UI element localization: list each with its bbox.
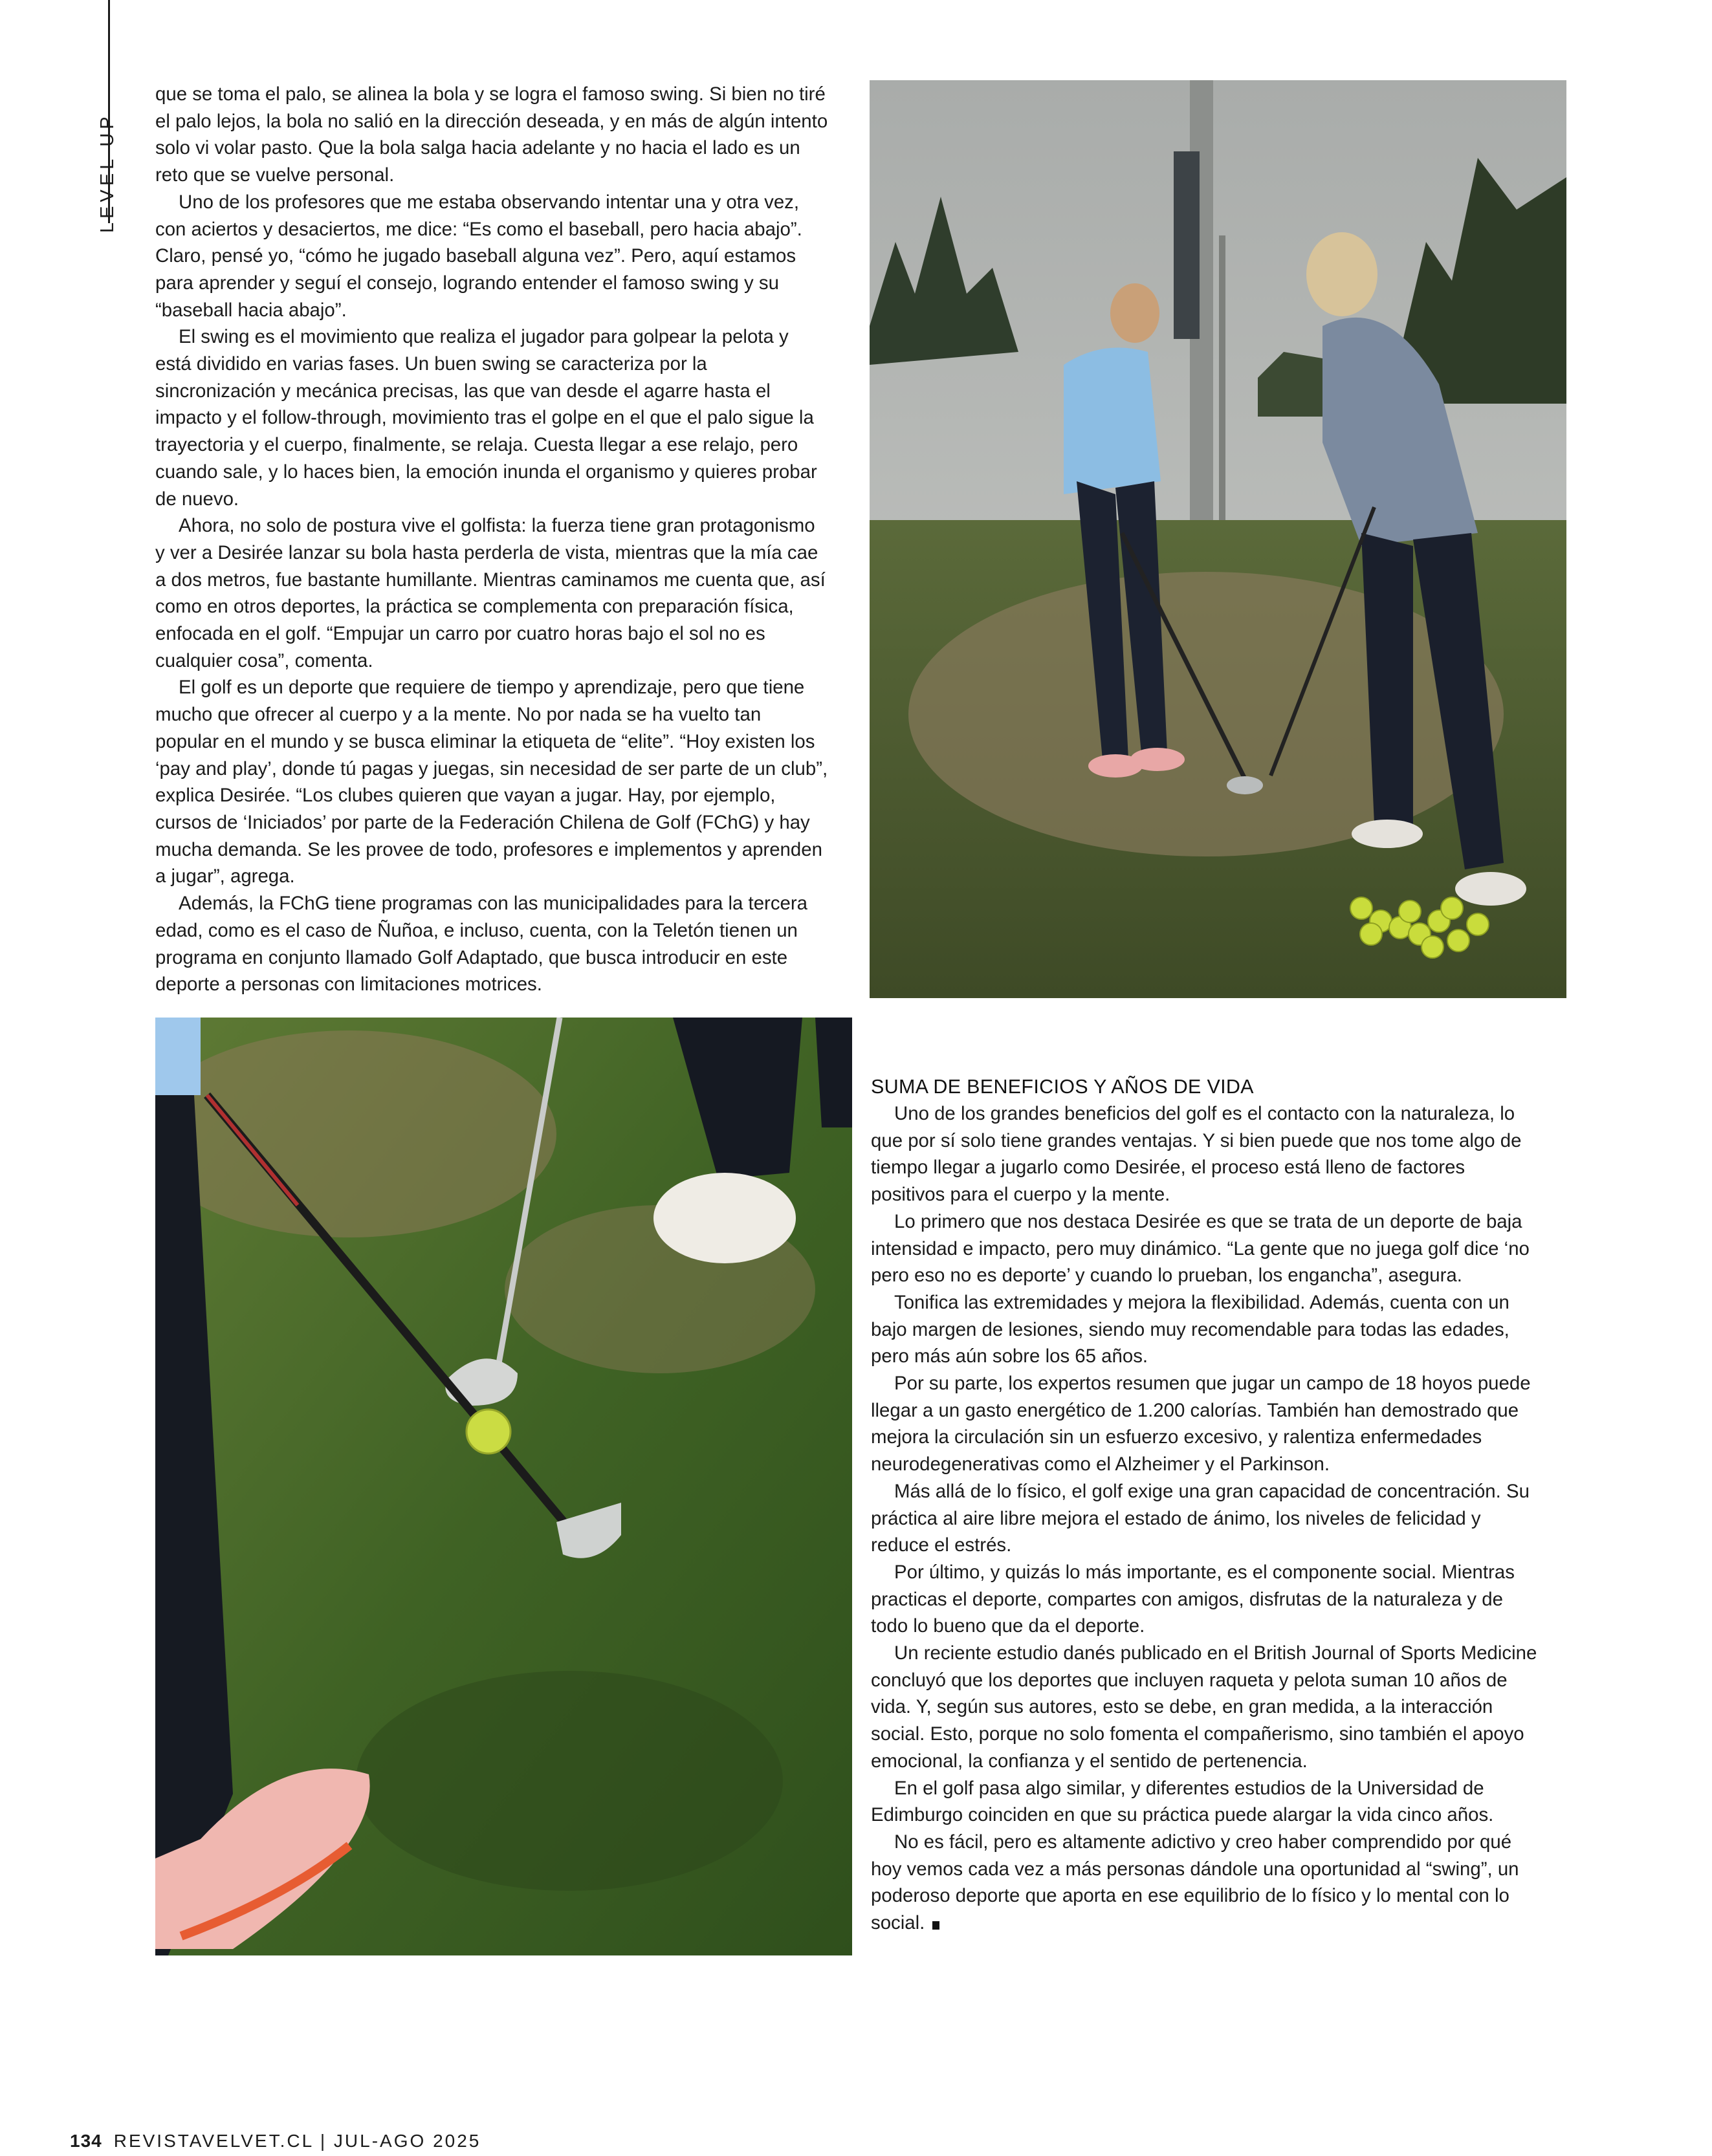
paragraph: Por último, y quizás lo más importante, es el componente social. Mientras practicas el deporte, compartes con amigos, disfrutas de la naturaleza y de todo lo bueno que da el deporte. — [871, 1561, 1515, 1637]
section-subheading: SUMA DE BENEFICIOS Y AÑOS DE VIDA — [871, 1076, 1254, 1098]
golf-club-closeup-photo — [155, 1018, 852, 1955]
paragraph: En el golf pasa algo similar, y diferentes estudios de la Universidad de Edimburgo coinciden en que su práctica puede alargar la vida cinco años. — [871, 1777, 1494, 1826]
paragraph: El golf es un deporte que requiere de tiempo y aprendizaje, pero que tiene mucho que ofrecer al cuerpo y a la mente. No por nada se ha vuelto tan popular en el mundo y se busca eliminar la etiqueta de “elite”. “Hoy existen los ‘pay and play’, donde tú pagas y juegas, sin necesidad de ser parte de un club”, explica Desirée. “Los clubes quieren que vayan a jugar. Hay, por ejemplo, cursos de ‘Iniciados’ por parte de la Federación Chilena de Golf (FChG) y hay mucha demanda. Se les provee de todo, profesores e implementos y aprenden a jugar”, agrega. — [155, 677, 828, 887]
paragraph: Ahora, no solo de postura vive el golfista: la fuerza tiene gran protagonismo y ver a Desirée lanzar su bola hasta perderla de vista, mientras que la mía cae a dos metros, fue bastante humillante. Mientras caminamos me cuenta que, así como en otros deportes, la práctica se complementa con preparación física, enfocada en el golf. “Empujar un carro por cuatro horas bajo el sol no es cualquier cosa”, comenta. — [155, 515, 826, 671]
paragraph: Uno de los grandes beneficios del golf es el contacto con la naturaleza, lo que por sí solo tiene grandes ventajas. Y si bien puede que nos tome algo de tiempo llegar a jugarlo como Desirée, el proceso está lleno de factores positivos para el cuerpo y la mente. — [871, 1103, 1522, 1206]
paragraph: Tonifica las extremidades y mejora la flexibilidad. Además, cuenta con un bajo margen de lesiones, siendo muy recomendable para todas las edades, pero más aún sobre los 65 años. — [871, 1291, 1509, 1367]
end-mark-icon — [932, 1921, 939, 1930]
article-column-left — [155, 81, 828, 998]
publication-info: REVISTAVELVET.CL | JUL-AGO 2025 — [113, 2131, 481, 2151]
paragraph: Lo primero que nos destaca Desirée es que se trata de un deporte de baja intensidad e impacto, pero muy dinámico. “La gente que no juega golf dice ‘no pero eso no es deporte’ y cuando lo prueban, los engancha”, asegura. — [871, 1210, 1530, 1287]
paragraph: Más allá de lo físico, el golf exige una gran capacidad de concentración. Su práctica al aire libre mejora el estado de ánimo, los niveles de felicidad y reduce el estrés. — [871, 1480, 1530, 1556]
paragraph: Por su parte, los expertos resumen que jugar un campo de 18 hoyos puede llegar a un gasto energético de 1.200 calorías. También han demostrado que mejora la circulación sin un esfuerzo excesivo, y ralentiza enfermedades neurodegenerativas como el Alzheimer y el Parkinson. — [871, 1373, 1531, 1475]
paragraph-last — [871, 1829, 1544, 1937]
paragraph: que se toma el palo, se alinea la bola y se logra el famoso swing. Si bien no tiré el palo lejos, la bola no salió en la dirección deseada, y en más de algún intento solo vi volar pasto. Que la bola salga hacia adelante y no hacia el lado es un reto que se vuelve personal. — [155, 83, 828, 186]
paragraph-text: No es fácil, pero es altamente adictivo y creo haber comprendido por qué hoy vemos cada vez a más personas dándole una oportunidad al “swing”, un poderoso deporte que aporta en ese equilibrio de lo físico y lo mental con lo social. — [871, 1831, 1519, 1934]
section-label: LEVEL UP — [97, 113, 118, 233]
paragraph: El swing es el movimiento que realiza el jugador para golpear la pelota y está dividido en varias fases. Un buen swing se caracteriza por la sincronización y mecánica precisas, las que van desde el agarre hasta el impacto y el follow-through, movimiento tras el golpe en el que el palo sigue la trayectoria y el cuerpo, finalmente, se relaja. Cuesta llegar a ese relajo, pero cuando sale, y lo haces bien, la emoción inunda el organismo y quieres probar de nuevo. — [155, 326, 817, 510]
paragraph: Un reciente estudio danés publicado en el British Journal of Sports Medicine concluyó que los deportes que incluyen raqueta y pelota suman 10 años de vida. Y, según sus autores, esto se debe, en gran medida, a la interacción social. Esto, porque no solo fomenta el compañerismo, sino también el apoyo emocional, la confianza y el sentido de pertenencia. — [871, 1642, 1537, 1772]
article-column-right — [871, 1073, 1544, 1937]
golf-practice-photo — [870, 80, 1566, 998]
page-number: 134 — [70, 2131, 102, 2151]
paragraph: Además, la FChG tiene programas con las municipalidades para la tercera edad, como es el caso de Ñuñoa, e incluso, cuenta, con la Teletón tienen un programa en conjunto llamado Golf Adaptado, que busca introducir en este deporte a personas con limitaciones motrices. — [155, 893, 808, 996]
page-footer — [70, 2131, 481, 2151]
paragraph: Uno de los profesores que me estaba observando intentar una y otra vez, con aciertos y desaciertos, me dice: “Es como el baseball, pero hacia abajo”. Claro, pensé yo, “cómo he jugado baseball alguna vez”. Pero, aquí estamos para aprender y seguí el consejo, logrando entender el famoso swing y su “baseball hacia abajo”. — [155, 191, 802, 321]
